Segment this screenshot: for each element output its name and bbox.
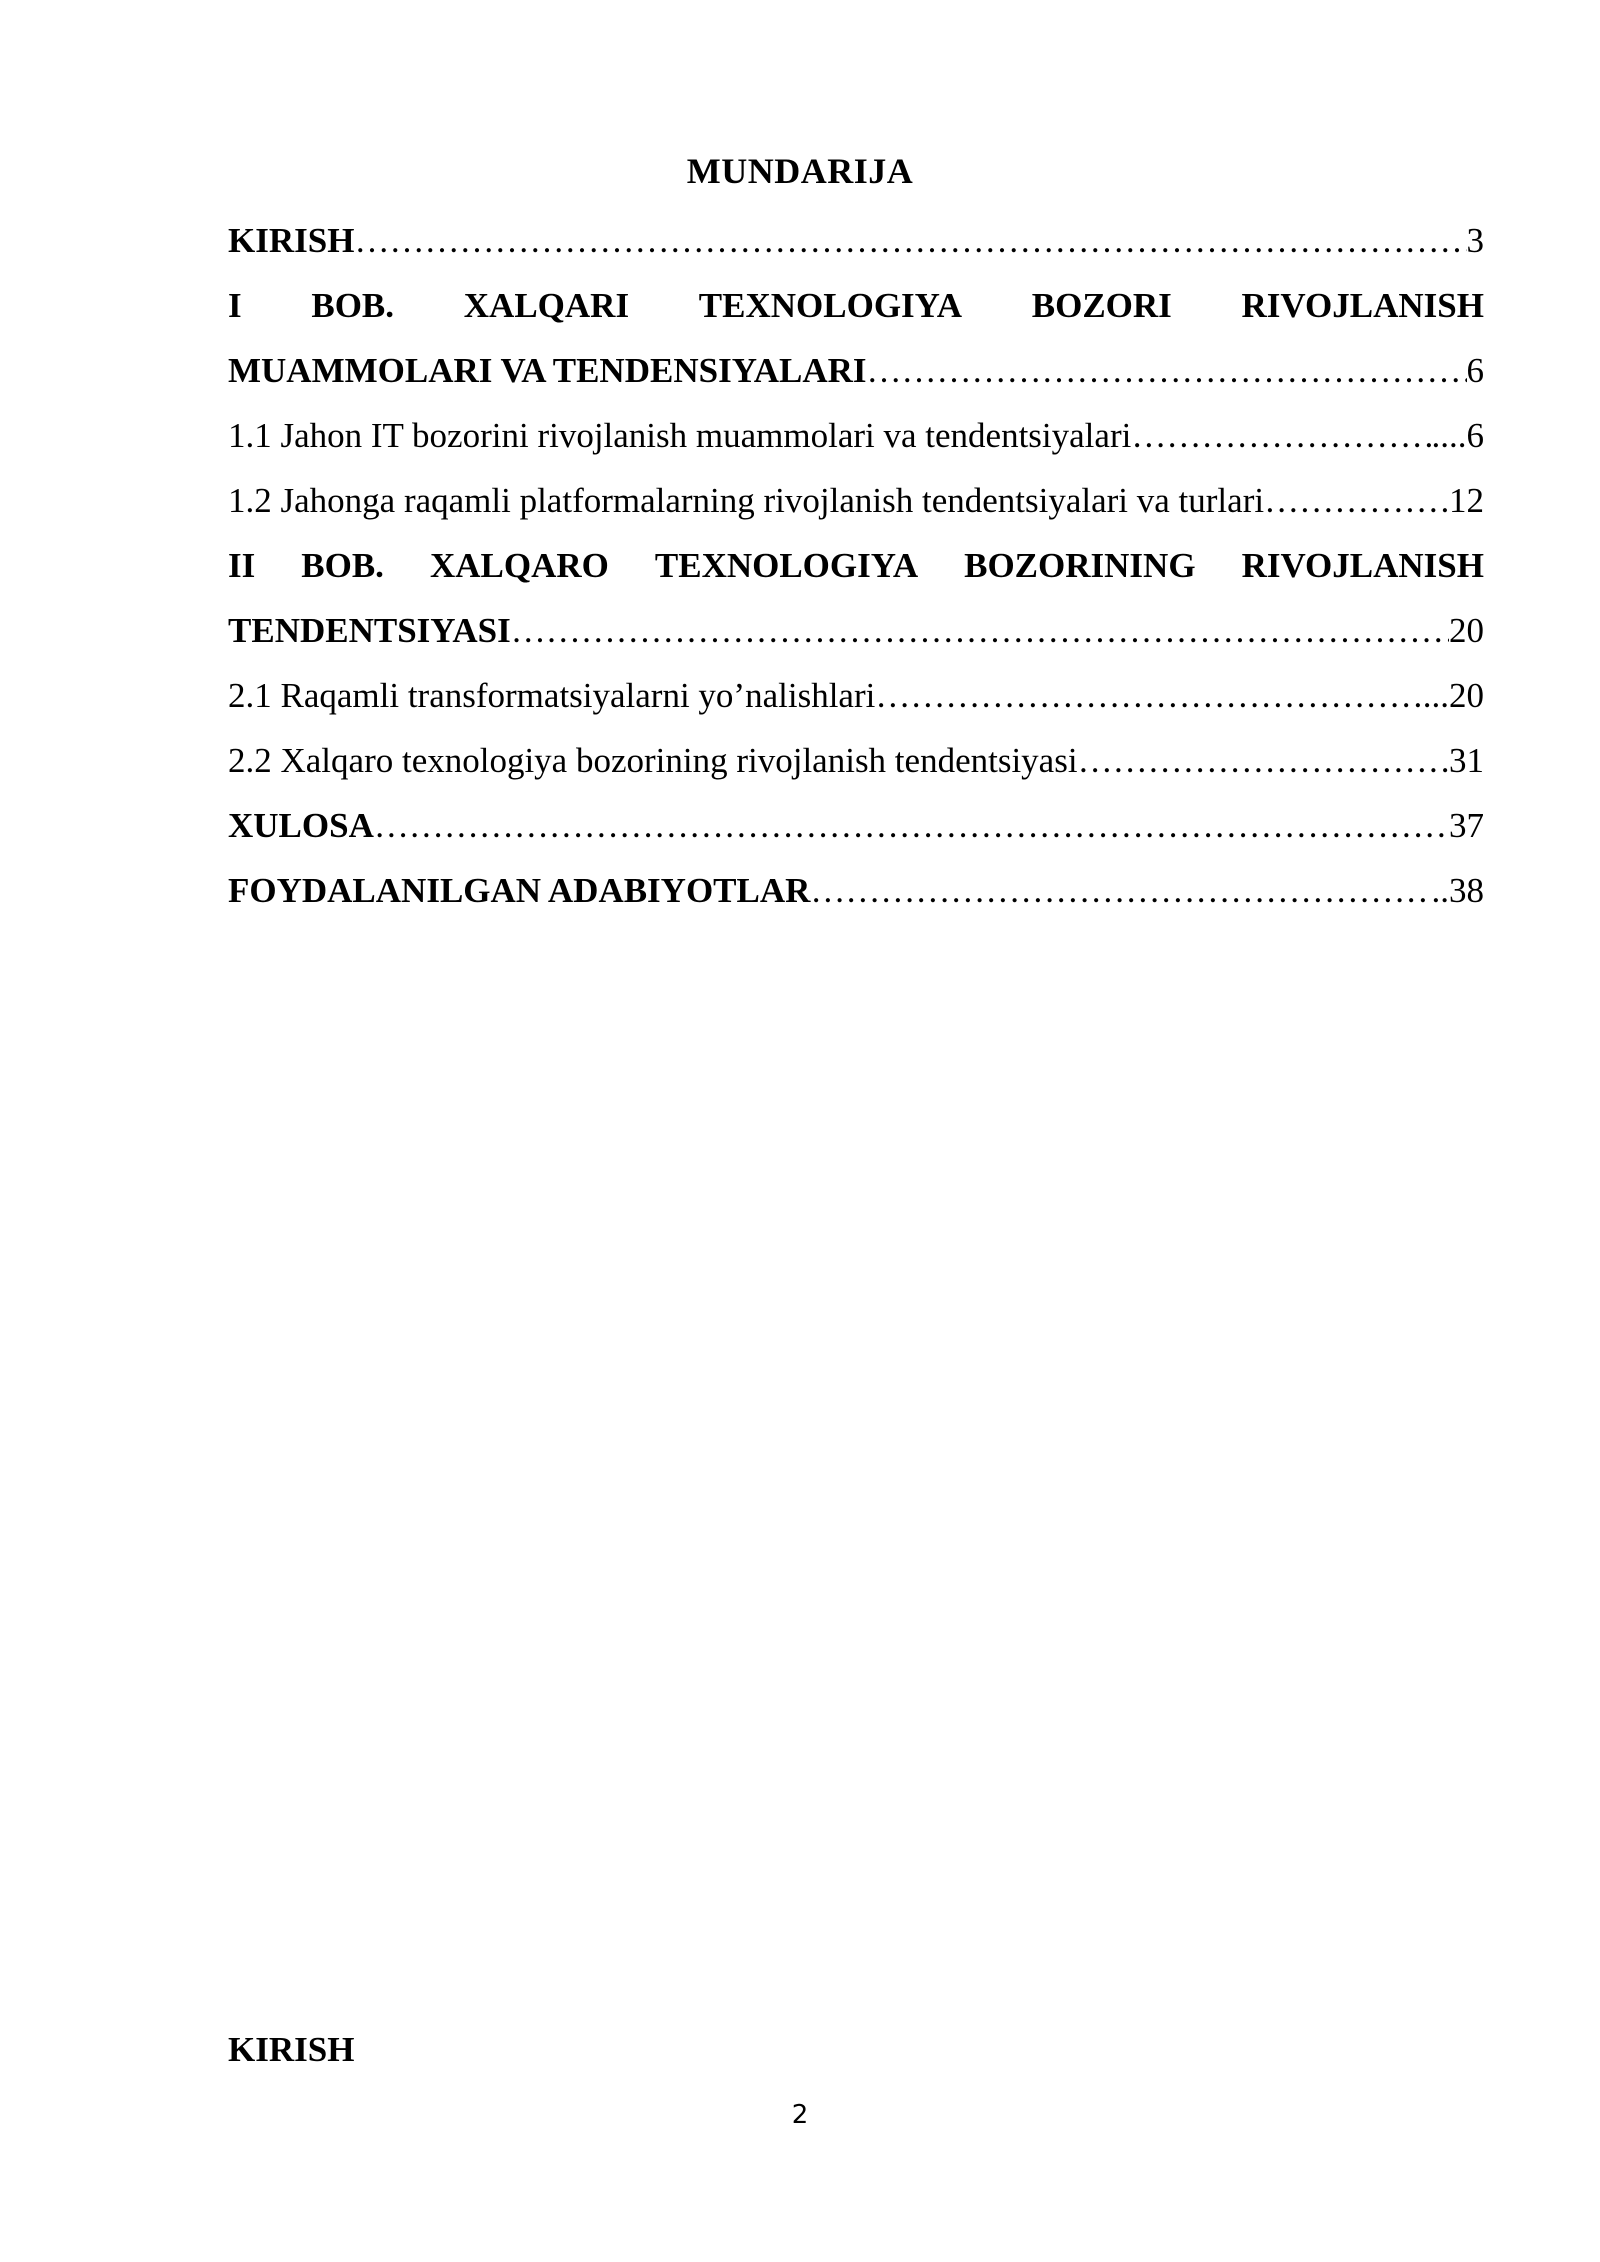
toc-entry-references[interactable]: [228, 858, 1484, 923]
toc-leader-dots: [374, 793, 1449, 858]
toc-entry-chapter-2-line-1[interactable]: [228, 533, 1484, 598]
toc-word: BOB.: [311, 286, 395, 325]
toc-entry-page: 6: [1466, 351, 1484, 390]
toc-entry-label: TENDENTSIYASI: [228, 611, 511, 650]
toc-title: MUNDARIJA: [686, 151, 914, 191]
toc-word: TEXNOLOGIYA: [698, 286, 963, 325]
toc-leader-dots: [1078, 728, 1449, 793]
toc-entry-page: 38: [1449, 871, 1484, 910]
toc-leader-dots: [875, 663, 1422, 728]
toc-leader-dots: [1264, 468, 1449, 533]
toc-entry-chapter-1-line-1[interactable]: [228, 273, 1484, 338]
toc-entry-label: 1.2 Jahonga raqamli platformalarning rivojlanish tendentsiyalari va turlari: [228, 481, 1265, 520]
section-heading-kirish: KIRISH: [228, 2030, 355, 2069]
toc-leader-dots: [810, 858, 1431, 923]
toc-entry-page: 12: [1449, 481, 1484, 520]
toc-entry-page: 6: [1466, 416, 1484, 455]
toc-entry-kirish[interactable]: [228, 208, 1484, 273]
toc-entry-chapter-1-line-2[interactable]: [228, 338, 1484, 403]
toc-word: II: [228, 546, 256, 585]
toc-entry-section-2-2[interactable]: [228, 728, 1484, 793]
toc-word: BOB.: [301, 546, 384, 585]
table-of-contents: [228, 208, 1484, 923]
toc-entry-label: FOYDALANILGAN ADABIYOTLAR: [228, 871, 811, 910]
page-number: 2: [791, 2100, 809, 2130]
toc-leader-tail: ..: [1431, 871, 1449, 910]
toc-word: XALQARI: [463, 286, 630, 325]
toc-entry-page: 20: [1449, 611, 1484, 650]
toc-entry-label: 1.1 Jahon IT bozorini rivojlanish muammolari va tendentsiyalari: [228, 416, 1132, 455]
toc-word: RIVOJLANISH: [1241, 546, 1484, 585]
toc-leader-dots: [1131, 403, 1431, 468]
toc-entry-label: KIRISH: [228, 221, 355, 260]
toc-word: XALQARO: [429, 546, 609, 585]
toc-leader-tail: ...: [1422, 676, 1449, 715]
toc-entry-xulosa[interactable]: [228, 793, 1484, 858]
toc-entry-chapter-2-line-2[interactable]: [228, 598, 1484, 663]
toc-entry-section-2-1[interactable]: [228, 663, 1484, 728]
toc-leader-dots: [867, 338, 1467, 403]
toc-leader-dots: [511, 598, 1449, 663]
toc-entry-page: 3: [1466, 221, 1484, 260]
toc-entry-section-1-1[interactable]: [228, 403, 1484, 468]
toc-word: I: [228, 286, 242, 325]
toc-entry-label: MUAMMOLARI VA TENDENSIYALARI: [228, 351, 867, 390]
toc-entry-label: XULOSA: [228, 806, 374, 845]
toc-word: TEXNOLOGIYA: [654, 546, 919, 585]
toc-entry-page: 37: [1449, 806, 1484, 845]
toc-word: BOZORINING: [964, 546, 1196, 585]
toc-word: RIVOJLANISH: [1241, 286, 1484, 325]
toc-entry-page: 31: [1449, 741, 1484, 780]
toc-entry-page: 20: [1449, 676, 1484, 715]
toc-entry-label: 2.1 Raqamli transformatsiyalarni yo’nalishlari: [228, 676, 876, 715]
toc-entry-section-1-2[interactable]: [228, 468, 1484, 533]
toc-leader-tail: ....: [1431, 416, 1467, 455]
toc-word: BOZORI: [1031, 286, 1172, 325]
toc-entry-label: 2.2 Xalqaro texnologiya bozorining rivojlanish tendentsiyasi: [228, 741, 1078, 780]
toc-leader-dots: [354, 208, 1466, 273]
